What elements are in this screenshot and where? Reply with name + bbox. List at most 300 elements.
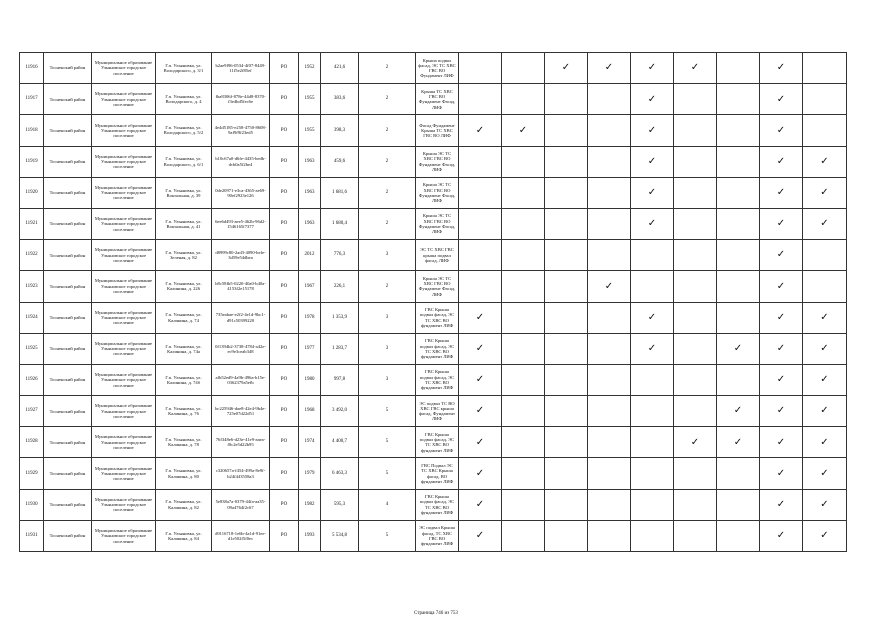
area-cell: 1 283,7 — [321, 333, 359, 364]
ownership-type-cell: РО — [270, 364, 299, 395]
row-id-cell: 11920 — [20, 177, 44, 208]
checkmark-icon: ✓ — [674, 53, 717, 84]
checkmark-icon: ✓ — [631, 84, 674, 115]
municipality-cell: Муниципальное образование Ульяновское городское поселение — [92, 364, 156, 395]
municipality-cell: Муниципальное образование Ульяновское городское поселение — [92, 115, 156, 146]
municipality-cell: Муниципальное образование Ульяновское городское поселение — [92, 240, 156, 271]
checkmark-icon: ✓ — [588, 271, 631, 302]
empty-check-cell — [588, 208, 631, 239]
year-cell: 1963 — [299, 146, 321, 177]
checkmark-icon: ✓ — [459, 489, 502, 520]
address-cell: Г.п. Ульяновка, ул. Калинина, д. 76 — [156, 396, 212, 427]
table-row — [20, 458, 847, 489]
guid-cell: 6ee6d493-aee5-462b-96d2-1546165f7377 — [212, 208, 270, 239]
works-list-cell: ГВС Крыша подвал фасад, ЭС ТС ХВС ВО фундамент ЛИФ — [416, 302, 459, 333]
empty-check-cell — [674, 208, 717, 239]
empty-check-cell — [588, 458, 631, 489]
empty-check-cell — [502, 302, 545, 333]
table-row — [20, 520, 847, 551]
checkmark-icon: ✓ — [760, 146, 803, 177]
area-cell: 1 681,6 — [321, 177, 359, 208]
empty-check-cell — [545, 177, 588, 208]
empty-check-cell — [717, 458, 760, 489]
checkmark-icon: ✓ — [760, 427, 803, 458]
empty-check-cell — [674, 333, 717, 364]
empty-check-cell — [545, 520, 588, 551]
year-cell: 1977 — [299, 333, 321, 364]
checkmark-icon: ✓ — [803, 489, 847, 520]
row-id-cell: 11931 — [20, 520, 44, 551]
works-list-cell: ГВС Подвал ЭС ТС ХВС Крыша фасад, ВО фундамент ЛИФ — [416, 458, 459, 489]
empty-check-cell — [717, 271, 760, 302]
guid-cell: c320657a-f454-499a-8e9f-b24f443558a3 — [212, 458, 270, 489]
checkmark-icon: ✓ — [760, 396, 803, 427]
empty-check-cell — [674, 115, 717, 146]
page-footer: Страница 746 из 753 — [414, 611, 458, 616]
guid-cell: 76f348e6-d23e-41e9-aaea-f0c2e5d22b95 — [212, 427, 270, 458]
checkmark-icon: ✓ — [803, 302, 847, 333]
ownership-type-cell: РО — [270, 520, 299, 551]
guid-cell: bc225946-dae8-42e4-9b4e-725e07d22d51 — [212, 396, 270, 427]
floors-cell: 2 — [359, 177, 416, 208]
empty-check-cell — [459, 240, 502, 271]
floors-cell: 2 — [359, 146, 416, 177]
year-cell: 1974 — [299, 427, 321, 458]
ownership-type-cell: РО — [270, 240, 299, 271]
row-id-cell: 11929 — [20, 458, 44, 489]
year-cell: 1955 — [299, 115, 321, 146]
empty-check-cell — [459, 208, 502, 239]
empty-check-cell — [803, 240, 847, 271]
checkmark-icon: ✓ — [674, 427, 717, 458]
empty-check-cell — [717, 84, 760, 115]
floors-cell: 4 — [359, 489, 416, 520]
table-row — [20, 115, 847, 146]
empty-check-cell — [545, 427, 588, 458]
row-id-cell: 11928 — [20, 427, 44, 458]
empty-check-cell — [717, 146, 760, 177]
area-cell: 4 400,7 — [321, 427, 359, 458]
empty-check-cell — [803, 53, 847, 84]
empty-check-cell — [502, 177, 545, 208]
area-cell: 1 353,9 — [321, 302, 359, 333]
address-cell: Г.п. Ульяновка, ул. Калинина, д. 82 — [156, 489, 212, 520]
empty-check-cell — [588, 115, 631, 146]
guid-cell: fba8306f-878e-44d8-8370-f3e4bd5fec6e — [212, 84, 270, 115]
guid-cell: 5e838a7a-0379-44fa-aa35-09a4764f2c67 — [212, 489, 270, 520]
empty-check-cell — [545, 396, 588, 427]
checkmark-icon: ✓ — [760, 458, 803, 489]
empty-check-cell — [502, 271, 545, 302]
works-list-cell: ГВС Крыша подвал фасад, ЭС ТС ХВС ВО фундамент ЛИФ — [416, 427, 459, 458]
housing-register-table — [19, 52, 847, 552]
municipality-cell: Муниципальное образование Ульяновское городское поселение — [92, 208, 156, 239]
area-cell: 398,3 — [321, 115, 359, 146]
empty-check-cell — [502, 53, 545, 84]
table-body — [20, 53, 847, 552]
area-cell: 3 492,0 — [321, 396, 359, 427]
row-id-cell: 11918 — [20, 115, 44, 146]
ownership-type-cell: РО — [270, 177, 299, 208]
table-row — [20, 240, 847, 271]
row-id-cell: 11916 — [20, 53, 44, 84]
works-list-cell: Фасад Фундамент Крыша ТС ХВС ГВС ВО ЛИФ — [416, 115, 459, 146]
area-cell: 459,6 — [321, 146, 359, 177]
checkmark-icon: ✓ — [803, 146, 847, 177]
address-cell: Г.п. Ульяновка, ул. Калинина, д. 84 — [156, 520, 212, 551]
table-row — [20, 489, 847, 520]
empty-check-cell — [717, 177, 760, 208]
works-list-cell: ЭС ТС ХВС ГВС крыша подвал фасад, ЛИФ — [416, 240, 459, 271]
row-id-cell: 11924 — [20, 302, 44, 333]
checkmark-icon: ✓ — [760, 333, 803, 364]
year-cell: 2012 — [299, 240, 321, 271]
year-cell: 1979 — [299, 458, 321, 489]
ownership-type-cell: РО — [270, 458, 299, 489]
empty-check-cell — [588, 177, 631, 208]
guid-cell: 0de20971-e3ca-4365-ae69-90ef2923e126 — [212, 177, 270, 208]
empty-check-cell — [803, 271, 847, 302]
year-cell: 1993 — [299, 520, 321, 551]
municipality-cell: Муниципальное образование Ульяновское городское поселение — [92, 396, 156, 427]
checkmark-icon: ✓ — [803, 396, 847, 427]
municipality-cell: Муниципальное образование Ульяновское городское поселение — [92, 302, 156, 333]
floors-cell: 2 — [359, 208, 416, 239]
checkmark-icon: ✓ — [588, 53, 631, 84]
empty-check-cell — [674, 396, 717, 427]
empty-check-cell — [717, 302, 760, 333]
area-cell: 421,6 — [321, 53, 359, 84]
checkmark-icon: ✓ — [459, 520, 502, 551]
empty-check-cell — [717, 489, 760, 520]
empty-check-cell — [631, 364, 674, 395]
checkmark-icon: ✓ — [803, 427, 847, 458]
ownership-type-cell: РО — [270, 396, 299, 427]
address-cell: Г.п. Ульяновка, ул. Вокзальная, д. 39 — [156, 177, 212, 208]
floors-cell: 2 — [359, 115, 416, 146]
empty-check-cell — [502, 489, 545, 520]
empty-check-cell — [588, 84, 631, 115]
area-cell: 383,6 — [321, 84, 359, 115]
ownership-type-cell: РО — [270, 427, 299, 458]
empty-check-cell — [588, 520, 631, 551]
empty-check-cell — [717, 520, 760, 551]
checkmark-icon: ✓ — [631, 115, 674, 146]
floors-cell: 5 — [359, 396, 416, 427]
empty-check-cell — [545, 84, 588, 115]
row-id-cell: 11919 — [20, 146, 44, 177]
empty-check-cell — [717, 53, 760, 84]
guid-cell: 4e4d5185-e258-4750-8608-9af9f9f23ed5 — [212, 115, 270, 146]
row-id-cell: 11917 — [20, 84, 44, 115]
empty-check-cell — [674, 520, 717, 551]
empty-check-cell — [717, 115, 760, 146]
checkmark-icon: ✓ — [717, 427, 760, 458]
empty-check-cell — [502, 146, 545, 177]
checkmark-icon: ✓ — [760, 84, 803, 115]
ownership-type-cell: РО — [270, 115, 299, 146]
empty-check-cell — [674, 458, 717, 489]
ownership-type-cell: РО — [270, 208, 299, 239]
address-cell: Г.п. Ульяновка, ул. Зеленая, д. 82 — [156, 240, 212, 271]
floors-cell: 3 — [359, 364, 416, 395]
empty-check-cell — [674, 271, 717, 302]
district-cell: Тосненский район — [44, 427, 92, 458]
empty-check-cell — [502, 240, 545, 271]
checkmark-icon: ✓ — [803, 458, 847, 489]
address-cell: Г.п. Ульяновка, ул. Калинина, д. 226 — [156, 271, 212, 302]
checkmark-icon: ✓ — [760, 364, 803, 395]
ownership-type-cell: РО — [270, 53, 299, 84]
empty-check-cell — [631, 240, 674, 271]
empty-check-cell — [803, 84, 847, 115]
empty-check-cell — [545, 302, 588, 333]
empty-check-cell — [631, 520, 674, 551]
empty-check-cell — [588, 396, 631, 427]
checkmark-icon: ✓ — [631, 333, 674, 364]
checkmark-icon: ✓ — [803, 520, 847, 551]
empty-check-cell — [502, 208, 545, 239]
empty-check-cell — [588, 333, 631, 364]
checkmark-icon: ✓ — [459, 333, 502, 364]
table-row — [20, 333, 847, 364]
ownership-type-cell: РО — [270, 333, 299, 364]
table-row — [20, 208, 847, 239]
municipality-cell: Муниципальное образование Ульяновское городское поселение — [92, 177, 156, 208]
checkmark-icon: ✓ — [760, 271, 803, 302]
table-row — [20, 427, 847, 458]
address-cell: Г.п. Ульяновка, ул. Калинина, д. 74а — [156, 333, 212, 364]
municipality-cell: Муниципальное образование Ульяновское городское поселение — [92, 520, 156, 551]
municipality-cell: Муниципальное образование Ульяновское городское поселение — [92, 489, 156, 520]
checkmark-icon: ✓ — [803, 208, 847, 239]
empty-check-cell — [631, 458, 674, 489]
row-id-cell: 11925 — [20, 333, 44, 364]
empty-check-cell — [502, 427, 545, 458]
empty-check-cell — [588, 489, 631, 520]
empty-check-cell — [674, 177, 717, 208]
empty-check-cell — [502, 364, 545, 395]
district-cell: Тосненский район — [44, 177, 92, 208]
empty-check-cell — [545, 208, 588, 239]
floors-cell: 5 — [359, 520, 416, 551]
row-id-cell: 11923 — [20, 271, 44, 302]
empty-check-cell — [545, 458, 588, 489]
checkmark-icon: ✓ — [631, 53, 674, 84]
area-cell: 6 463,3 — [321, 458, 359, 489]
works-list-cell: ГВС Крыша подвал фасад, ЭС ТС ХВС ВО фундамент ЛИФ — [416, 364, 459, 395]
ownership-type-cell: РО — [270, 489, 299, 520]
empty-check-cell — [674, 146, 717, 177]
row-id-cell: 11921 — [20, 208, 44, 239]
municipality-cell: Муниципальное образование Ульяновское городское поселение — [92, 427, 156, 458]
works-list-cell: ГВС Крыша подвал фасад, ЭС ТС ХВС ВО фундамент ЛИФ — [416, 333, 459, 364]
empty-check-cell — [545, 364, 588, 395]
area-cell: 595,3 — [321, 489, 359, 520]
address-cell: Г.п. Ульяновка, ул. Калинина, д. 78 — [156, 427, 212, 458]
works-list-cell: Крыша ЭС ТС ХВС ГВС ВО Фундамент Фасад, ЛИФ — [416, 146, 459, 177]
table-row — [20, 271, 847, 302]
empty-check-cell — [545, 146, 588, 177]
checkmark-icon: ✓ — [459, 427, 502, 458]
empty-check-cell — [674, 302, 717, 333]
works-list-cell: Крыша ТС ХВС ГВС ВО Фундамент Фасад, ЛИФ — [416, 84, 459, 115]
checkmark-icon: ✓ — [631, 302, 674, 333]
guid-cell: b8c58fb5-0220-40a0-b40a-4153f2e15178 — [212, 271, 270, 302]
district-cell: Тосненский район — [44, 271, 92, 302]
works-list-cell: ЭС подвал Крыша фасад, ТС ХВС ГВС ВО фундамент ЛИФ — [416, 520, 459, 551]
checkmark-icon: ✓ — [803, 364, 847, 395]
district-cell: Тосненский район — [44, 396, 92, 427]
address-cell: Г.п. Ульяновка, ул. Вокзальная, д. 41 — [156, 208, 212, 239]
address-cell: Г.п. Ульяновка, ул. Володарского, д. 3/1 — [156, 53, 212, 84]
area-cell: 5 534,8 — [321, 520, 359, 551]
address-cell: Г.п. Ульяновка, ул. Калинина, д. 74б — [156, 364, 212, 395]
empty-check-cell — [674, 364, 717, 395]
floors-cell: 3 — [359, 333, 416, 364]
table-row — [20, 302, 847, 333]
district-cell: Тосненский район — [44, 489, 92, 520]
guid-cell: b2ae9f96-0534-4f07-8449-11f5e2f85ef — [212, 53, 270, 84]
year-cell: 1955 — [299, 84, 321, 115]
checkmark-icon: ✓ — [502, 115, 545, 146]
year-cell: 1980 — [299, 364, 321, 395]
guid-cell: d8999c80-2ad3-4090-befe-3d59e54dbea — [212, 240, 270, 271]
empty-check-cell — [459, 177, 502, 208]
floors-cell: 2 — [359, 53, 416, 84]
checkmark-icon: ✓ — [760, 115, 803, 146]
district-cell: Тосненский район — [44, 520, 92, 551]
empty-check-cell — [588, 146, 631, 177]
table-row — [20, 84, 847, 115]
empty-check-cell — [545, 489, 588, 520]
checkmark-icon: ✓ — [760, 489, 803, 520]
empty-check-cell — [803, 115, 847, 146]
district-cell: Тосненский район — [44, 53, 92, 84]
checkmark-icon: ✓ — [803, 177, 847, 208]
district-cell: Тосненский район — [44, 458, 92, 489]
address-cell: Г.п. Ульяновка, ул. Володарского, д. 5/2 — [156, 115, 212, 146]
checkmark-icon: ✓ — [717, 396, 760, 427]
empty-check-cell — [631, 427, 674, 458]
area-cell: 776,3 — [321, 240, 359, 271]
district-cell: Тосненский район — [44, 364, 92, 395]
year-cell: 1982 — [299, 489, 321, 520]
table-row — [20, 177, 847, 208]
district-cell: Тосненский район — [44, 84, 92, 115]
row-id-cell: 11926 — [20, 364, 44, 395]
municipality-cell: Муниципальное образование Ульяновское городское поселение — [92, 53, 156, 84]
floors-cell: 2 — [359, 271, 416, 302]
empty-check-cell — [545, 333, 588, 364]
empty-check-cell — [674, 84, 717, 115]
district-cell: Тосненский район — [44, 240, 92, 271]
district-cell: Тосненский район — [44, 208, 92, 239]
table-row — [20, 364, 847, 395]
table-row — [20, 146, 847, 177]
table-row — [20, 53, 847, 84]
checkmark-icon: ✓ — [760, 302, 803, 333]
district-cell: Тосненский район — [44, 146, 92, 177]
address-cell: Г.п. Ульяновка, ул. Калинина, д. 80 — [156, 458, 212, 489]
guid-cell: d9116718-1e6b-4a1d-91ee-d1e502f5f0ec — [212, 520, 270, 551]
empty-check-cell — [502, 396, 545, 427]
works-list-cell: Крыша ЭС ТС ХВС ГВС ВО Фундамент Фасад, ЛИФ — [416, 177, 459, 208]
checkmark-icon: ✓ — [459, 115, 502, 146]
ownership-type-cell: РО — [270, 84, 299, 115]
checkmark-icon: ✓ — [459, 364, 502, 395]
ownership-type-cell: РО — [270, 271, 299, 302]
checkmark-icon: ✓ — [631, 177, 674, 208]
empty-check-cell — [588, 427, 631, 458]
empty-check-cell — [674, 240, 717, 271]
area-cell: 997,8 — [321, 364, 359, 395]
municipality-cell: Муниципальное образование Ульяновское городское поселение — [92, 146, 156, 177]
guid-cell: afb52ed9-4a9b-496a-b15e-0362379a5efb — [212, 364, 270, 395]
district-cell: Тосненский район — [44, 302, 92, 333]
district-cell: Тосненский район — [44, 333, 92, 364]
address-cell: Г.п. Ульяновка, ул. Володарского, д. 4 — [156, 84, 212, 115]
checkmark-icon: ✓ — [760, 177, 803, 208]
empty-check-cell — [631, 271, 674, 302]
works-list-cell: ЭС подвал ТС ВО ХВС ГВС крыша фасад, Фундамент ЛИФ — [416, 396, 459, 427]
checkmark-icon: ✓ — [760, 208, 803, 239]
empty-check-cell — [631, 396, 674, 427]
address-cell: Г.п. Ульяновка, ул. Володарского, д. 6/1 — [156, 146, 212, 177]
empty-check-cell — [588, 302, 631, 333]
ownership-type-cell: РО — [270, 302, 299, 333]
works-list-cell: Крыша подвал фасад, ЭС ТС ХВС ГВС ВО Фундамент ЛИФ — [416, 53, 459, 84]
year-cell: 1968 — [299, 396, 321, 427]
checkmark-icon: ✓ — [459, 302, 502, 333]
checkmark-icon: ✓ — [717, 333, 760, 364]
empty-check-cell — [588, 364, 631, 395]
guid-cell: 735eabae-e2f2-4e1d-9bc1-d91c50399220 — [212, 302, 270, 333]
checkmark-icon: ✓ — [760, 53, 803, 84]
floors-cell: 3 — [359, 240, 416, 271]
empty-check-cell — [717, 240, 760, 271]
checkmark-icon: ✓ — [459, 458, 502, 489]
guid-cell: b10c67a0-d6fe-4435-bedb-dcb0a5f2be4 — [212, 146, 270, 177]
empty-check-cell — [459, 146, 502, 177]
floors-cell: 3 — [359, 302, 416, 333]
year-cell: 1952 — [299, 53, 321, 84]
checkmark-icon: ✓ — [760, 240, 803, 271]
year-cell: 1978 — [299, 302, 321, 333]
floors-cell: 5 — [359, 427, 416, 458]
municipality-cell: Муниципальное образование Ульяновское городское поселение — [92, 271, 156, 302]
table-row — [20, 396, 847, 427]
area-cell: 1 680,4 — [321, 208, 359, 239]
empty-check-cell — [502, 458, 545, 489]
municipality-cell: Муниципальное образование Ульяновское городское поселение — [92, 458, 156, 489]
empty-check-cell — [459, 84, 502, 115]
row-id-cell: 11930 — [20, 489, 44, 520]
checkmark-icon: ✓ — [803, 333, 847, 364]
empty-check-cell — [502, 84, 545, 115]
empty-check-cell — [717, 208, 760, 239]
floors-cell: 2 — [359, 84, 416, 115]
empty-check-cell — [502, 520, 545, 551]
district-cell: Тосненский район — [44, 115, 92, 146]
empty-check-cell — [717, 364, 760, 395]
works-list-cell: ГВС Крыша подвал фасад, ЭС ТС ХВС ВО фундамент ЛИФ — [416, 489, 459, 520]
empty-check-cell — [545, 240, 588, 271]
checkmark-icon: ✓ — [631, 146, 674, 177]
empty-check-cell — [588, 240, 631, 271]
checkmark-icon: ✓ — [459, 396, 502, 427]
row-id-cell: 11927 — [20, 396, 44, 427]
